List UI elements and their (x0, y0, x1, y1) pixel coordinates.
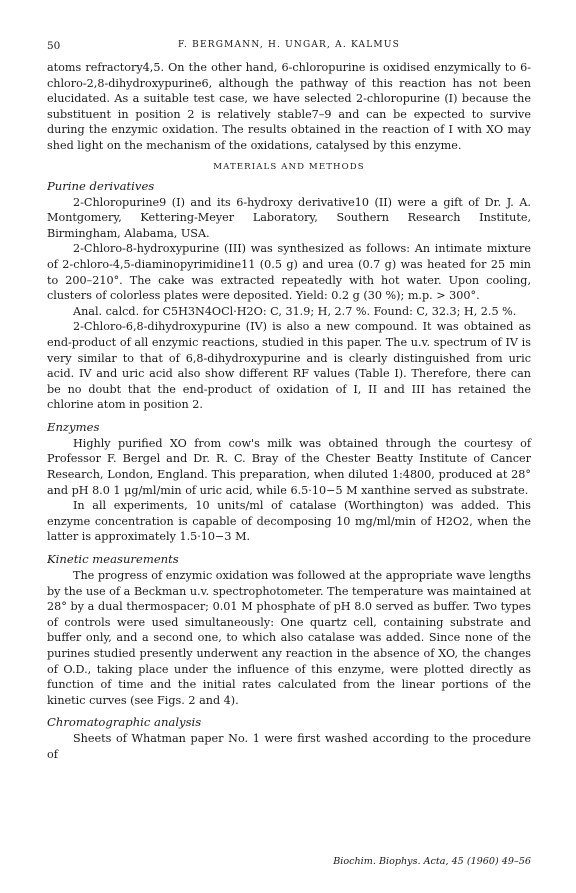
enzymes-paragraph-1: Highly purified XO from cow's milk was obtained through the courtesy of Professor F. Bergel and Dr. R. C. Bray of the Chester Beatty Institute of Cancer Research, London, England. This preparation, when diluted 1:4800, produced at 28° and pH 8.0 1 μg/ml/min of uric acid, while 6.5·10−5 M xanthine served as substrate. (47, 436, 531, 497)
journal-citation: Biochim. Biophys. Acta, 45 (1960) 49–56 (333, 856, 531, 867)
enzymes-paragraph-2: In all experiments, 10 units/ml of catalase (Worthington) was added. This enzyme concentration is capable of decomposing 10 mg/ml/min of H2O2, when the latter is approximately 1.5·10−3 M. (47, 499, 531, 544)
page (47, 40, 531, 763)
running-head: F. BERGMANN, H. UNGAR, A. KALMUS (178, 40, 400, 50)
page-number: 50 (47, 40, 61, 52)
section-title: MATERIALS AND METHODS (213, 161, 365, 172)
purine-paragraph-1: 2-Chloropurine9 (I) and its 6-hydroxy derivative10 (II) were a gift of Dr. J. A. Montgomery, Kettering-Meyer Laboratory, Southern Research Institute, Birmingham, Alabama, USA. (47, 195, 531, 240)
intro-paragraph: atoms refractory4,5. On the other hand, 6-chloropurine is oxidised enzymically to 6-chloro-2,8-dihydroxypurine6, although the pathway of this reaction has not been elucidated. As a suitable test case, we have selected 2-chloropurine (I) because the substituent in position 2 is relatively stable7–9 and can be expected to survive during the enzymic oxidation. The results obtained in the reaction of I with XO may shed light on the mechanism of the oxidations, catalysed by this enzyme. (47, 61, 531, 152)
purine-paragraph-2: 2-Chloro-8-hydroxypurine (III) was synthesized as follows: An intimate mixture of 2-chloro-4,5-diaminopyrimidine11 (0.5 g) and urea (0.7 g) was heated for 25 min to 200–210°. The cake was extracted repeatedly with hot water. Upon cooling, clusters of colorless plates were deposited. Yield: 0.2 g (30 %); m.p. > 300°. (47, 242, 531, 303)
purine-paragraph-4: 2-Chloro-6,8-dihydroxypurine (IV) is also a new compound. It was obtained as end-product of all enzymic reactions, studied in this paper. The u.v. spectrum of IV is very similar to that of 6,8-dihydroxypurine and is clearly distinguished from uric acid. IV and uric acid also show different RF values (Table I). Therefore, there can be no doubt that the end-product of oxidation of I, II and III has retained the chlorine atom in position 2. (47, 320, 531, 412)
kinetic-heading: Kinetic measurements (47, 552, 179, 567)
chromatographic-heading: Chromatographic analysis (47, 715, 202, 730)
enzymes-heading: Enzymes (47, 419, 100, 434)
page-header (47, 40, 531, 60)
purine-heading: Purine derivatives (47, 178, 155, 193)
kinetic-paragraph-1: The progress of enzymic oxidation was followed at the appropriate wave lengths by the use of a Beckman u.v. spectrophotometer. The temperature was maintained at 28° by a dual thermospacer; 0.01 M phosphate of pH 8.0 served as buffer. Two types of controls were used simultaneously: One quartz cell, containing substrate and buffer only, and a second one, to which also catalase was added. Since none of the purines studied presently underwent any reaction in the absence of XO, the changes of O.D., taking place under the influence of this enzyme, were plotted directly as function of time and the initial rates calculated from the linear portions of the kinetic curves (see Figs. 2 and 4). (47, 569, 531, 707)
purine-paragraph-3: Anal. calcd. for C5H3N4OCl·H2O: C, 31.9; H, 2.7 %. Found: C, 32.3; H, 2.5 %. (73, 304, 517, 318)
chromatographic-paragraph-1: Sheets of Whatman paper No. 1 were first washed according to the procedure of (47, 732, 531, 761)
